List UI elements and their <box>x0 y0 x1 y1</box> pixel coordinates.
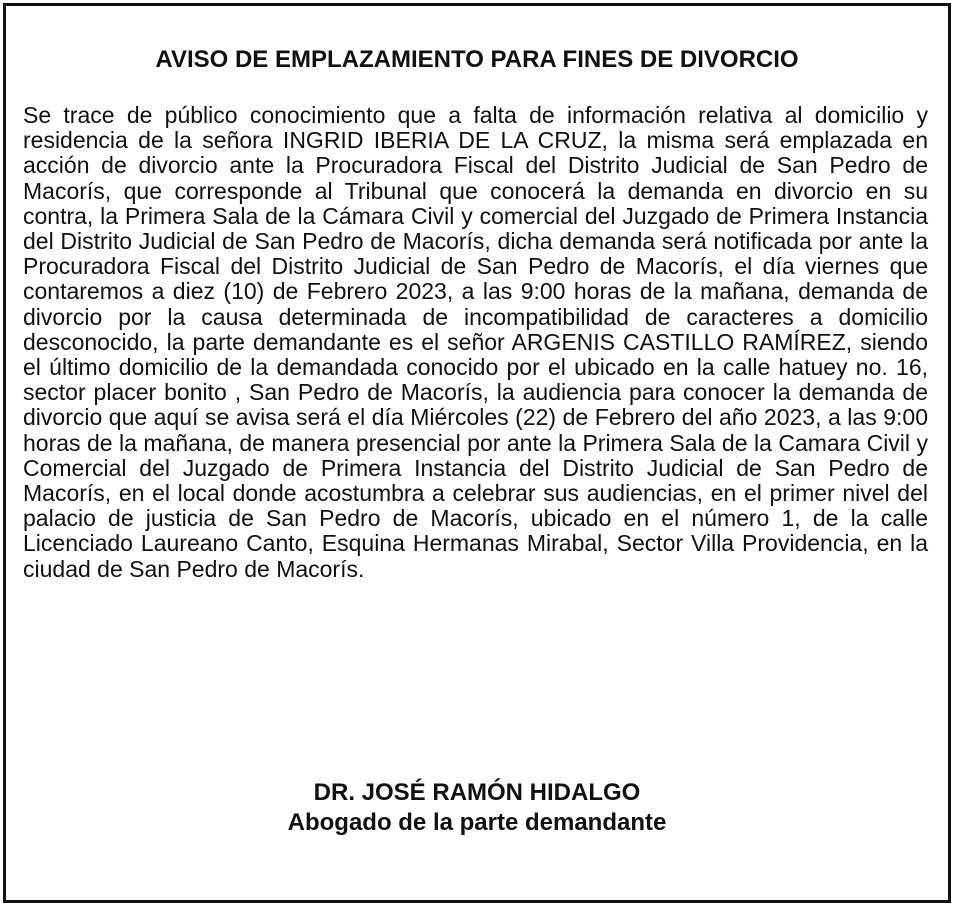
legal-notice <box>3 3 951 903</box>
signer-role: Abogado de la parte demandante <box>287 809 667 836</box>
signer-name: DR. JOSÉ RAMÓN HIDALGO <box>313 779 641 806</box>
notice-title: AVISO DE EMPLAZAMIENTO PARA FINES DE DIVORCIO <box>155 46 799 73</box>
notice-body: Se trace de público conocimiento que a falta de información relativa al domicilio y residencia de la señora INGRID IBERIA DE LA CRUZ, la misma será emplazada en acción de divorcio ante la Procuradora Fiscal del Distrito Judicial de San Pedro de Macorís, que corresponde al Tribunal que conocerá la demanda en divorcio en su contra, la Primera Sala de la Cámara Civil y comercial del Juzgado de Primera Instancia del Distrito Judicial de San Pedro de Macorís, dicha demanda será notificada por ante la Procuradora Fiscal del Distrito Judicial de San Pedro de Macorís, el día viernes que contaremos a diez (10) de Febrero 2023, a las 9:00 horas de la mañana, demanda de divorcio por la causa determinada de incompatibilidad de caracteres a domicilio desconocido, la parte demandante es el señor ARGENIS CASTILLO RAMÍREZ, siendo el último domicilio de la demandada conocido por el ubicado en la calle hatuey no. 16, sector placer bonito , San Pedro de Macorís, la audiencia para conocer la demanda de divorcio que aquí se avisa será el día Miércoles (22) de Febrero del año 2023, a las 9:00 horas de la mañana, de manera presencial por ante la Primera Sala de la Camara Civil y Comercial del Juzgado de Primera Instancia del Distrito Judicial de San Pedro de Macorís, en el local donde acostumbra a celebrar sus audiencias, en el primer nivel del palacio de justicia de San Pedro de Macorís, ubicado en el número 1, de la calle Licenciado Laureano Canto, Esquina Hermanas Mirabal, Sector Villa Providencia, en la ciudad de San Pedro de Macorís. <box>23 102 928 582</box>
signature-block <box>6 778 948 838</box>
